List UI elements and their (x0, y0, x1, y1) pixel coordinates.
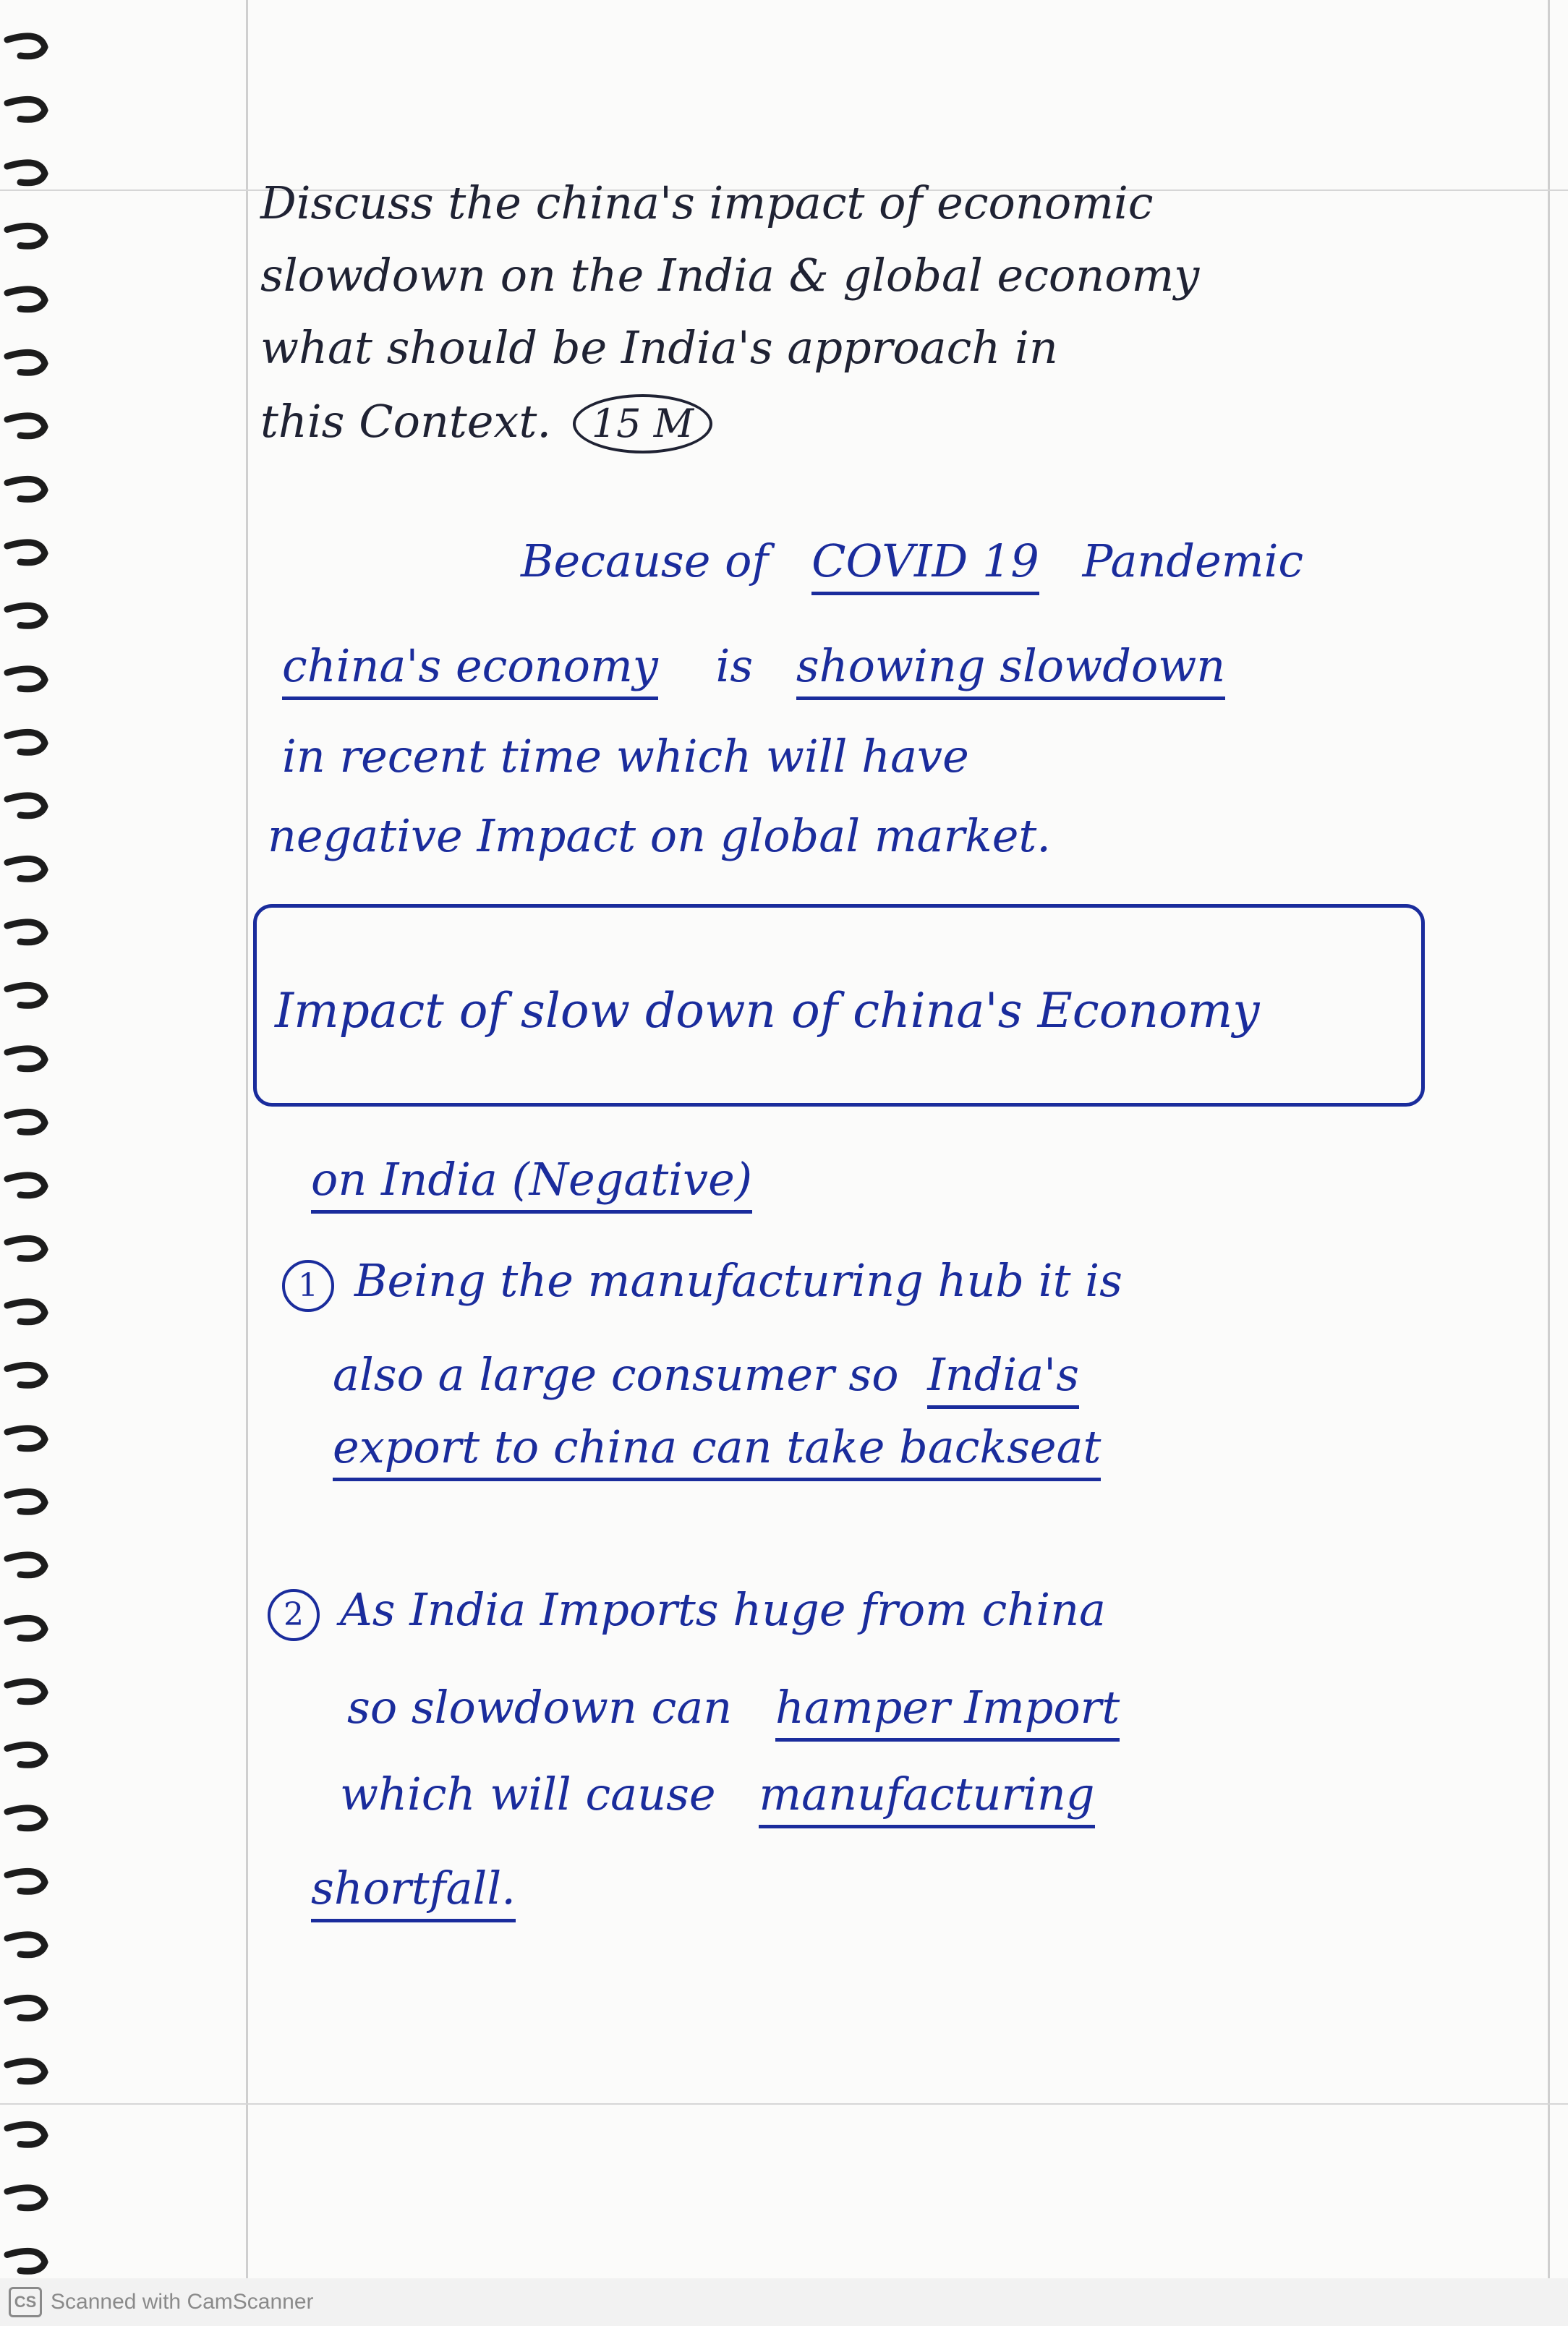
spiral-ring (7, 36, 45, 56)
section-heading: Impact of slow down of china's Economy (275, 983, 1260, 1039)
spiral-ring (7, 1491, 45, 1512)
question-line-1: Discuss the china's impact of economic (260, 176, 1154, 229)
bottom-rule (0, 2103, 1568, 2105)
spiral-ring (7, 1238, 45, 1258)
spiral-ring (7, 226, 45, 246)
spiral-ring (7, 1618, 45, 1638)
spiral-ring (7, 1302, 45, 1322)
spiral-ring (7, 1428, 45, 1449)
covid-highlight: COVID 19 (811, 534, 1039, 595)
spiral-ring (7, 542, 45, 563)
point-2-number: 2 (268, 1589, 320, 1641)
intro-line-1 (521, 534, 1304, 587)
point-2-line-2 (347, 1681, 1120, 1734)
spiral-ring (7, 416, 45, 436)
spiral-ring (7, 922, 45, 942)
left-margin-line (246, 0, 248, 2278)
intro-because-text: Because of (521, 534, 769, 587)
spiral-ring (7, 2251, 45, 2271)
point-1-line-3 (333, 1420, 1102, 1473)
point-2-line-4 (311, 1862, 516, 1914)
spiral-ring (7, 1871, 45, 1891)
question-line-3: what should be India's approach in (260, 321, 1058, 374)
spiral-ring (7, 479, 45, 499)
spiral-ring (7, 796, 45, 816)
point-2-line-1 (268, 1583, 1107, 1641)
spiral-ring (7, 1112, 45, 1132)
intro-line-3: in recent time which will have (282, 730, 969, 783)
spiral-ring (7, 163, 45, 183)
intro-line-2 (282, 639, 1226, 692)
camscanner-logo: CS (9, 2287, 42, 2317)
point-2-text-b: so slowdown can (347, 1681, 733, 1734)
point-1-number: 1 (282, 1260, 334, 1312)
spiral-ring (7, 1744, 45, 1765)
question-line-2: slowdown on the India & global economy (260, 249, 1200, 302)
spiral-ring (7, 1998, 45, 2018)
spiral-ring (7, 2061, 45, 2082)
right-margin-line (1548, 0, 1550, 2278)
chinas-economy-highlight: china's economy (282, 639, 658, 700)
scanner-footer (0, 2278, 1568, 2326)
showing-slowdown-highlight: showing slowdown (796, 639, 1225, 700)
intro-line-4: negative Impact on global market. (268, 809, 1052, 862)
shortfall-highlight: shortfall. (311, 1862, 516, 1922)
point-2-text-a: As India Imports huge from china (340, 1583, 1107, 1636)
spiral-ring (7, 1049, 45, 1069)
point-1-line-2 (333, 1348, 1080, 1401)
question-context-text: this Context. (260, 395, 552, 448)
marks-badge: 15 M (573, 394, 712, 453)
spiral-ring (7, 859, 45, 879)
scanner-watermark-text: Scanned with CamScanner (51, 2290, 314, 2314)
spiral-ring (7, 2188, 45, 2208)
spiral-ring (7, 732, 45, 752)
point-2-line-3 (340, 1768, 1095, 1820)
spiral-ring (7, 352, 45, 372)
spiral-ring (7, 289, 45, 310)
spiral-ring (7, 669, 45, 689)
export-backseat-highlight: export to china can take backseat (333, 1420, 1101, 1481)
point-1-line-1 (282, 1254, 1122, 1312)
spiral-ring (7, 605, 45, 626)
spiral-ring (7, 99, 45, 119)
point-1-text-b: also a large consumer so (333, 1348, 899, 1401)
intro-is-text: is (715, 639, 754, 692)
hamper-import-highlight: hamper Import (775, 1681, 1120, 1742)
indias-highlight: India's (927, 1348, 1079, 1409)
manufacturing-highlight: manufacturing (759, 1768, 1094, 1828)
point-2-text-c: which will cause (340, 1768, 716, 1820)
point-1-text-a: Being the manufacturing hub it is (354, 1254, 1122, 1307)
intro-pandemic-text: Pandemic (1082, 534, 1304, 587)
spiral-ring (7, 1175, 45, 1196)
spiral-binding (0, 0, 65, 2278)
section-subheading (311, 1153, 753, 1206)
spiral-ring (7, 1682, 45, 1702)
spiral-ring (7, 1935, 45, 1955)
spiral-ring (7, 985, 45, 1005)
question-line-4 (260, 394, 712, 453)
spiral-ring (7, 1365, 45, 1385)
spiral-ring (7, 1808, 45, 1828)
spiral-ring (7, 1555, 45, 1575)
spiral-ring (7, 2124, 45, 2144)
subheading-text: on India (Negative) (311, 1153, 752, 1214)
